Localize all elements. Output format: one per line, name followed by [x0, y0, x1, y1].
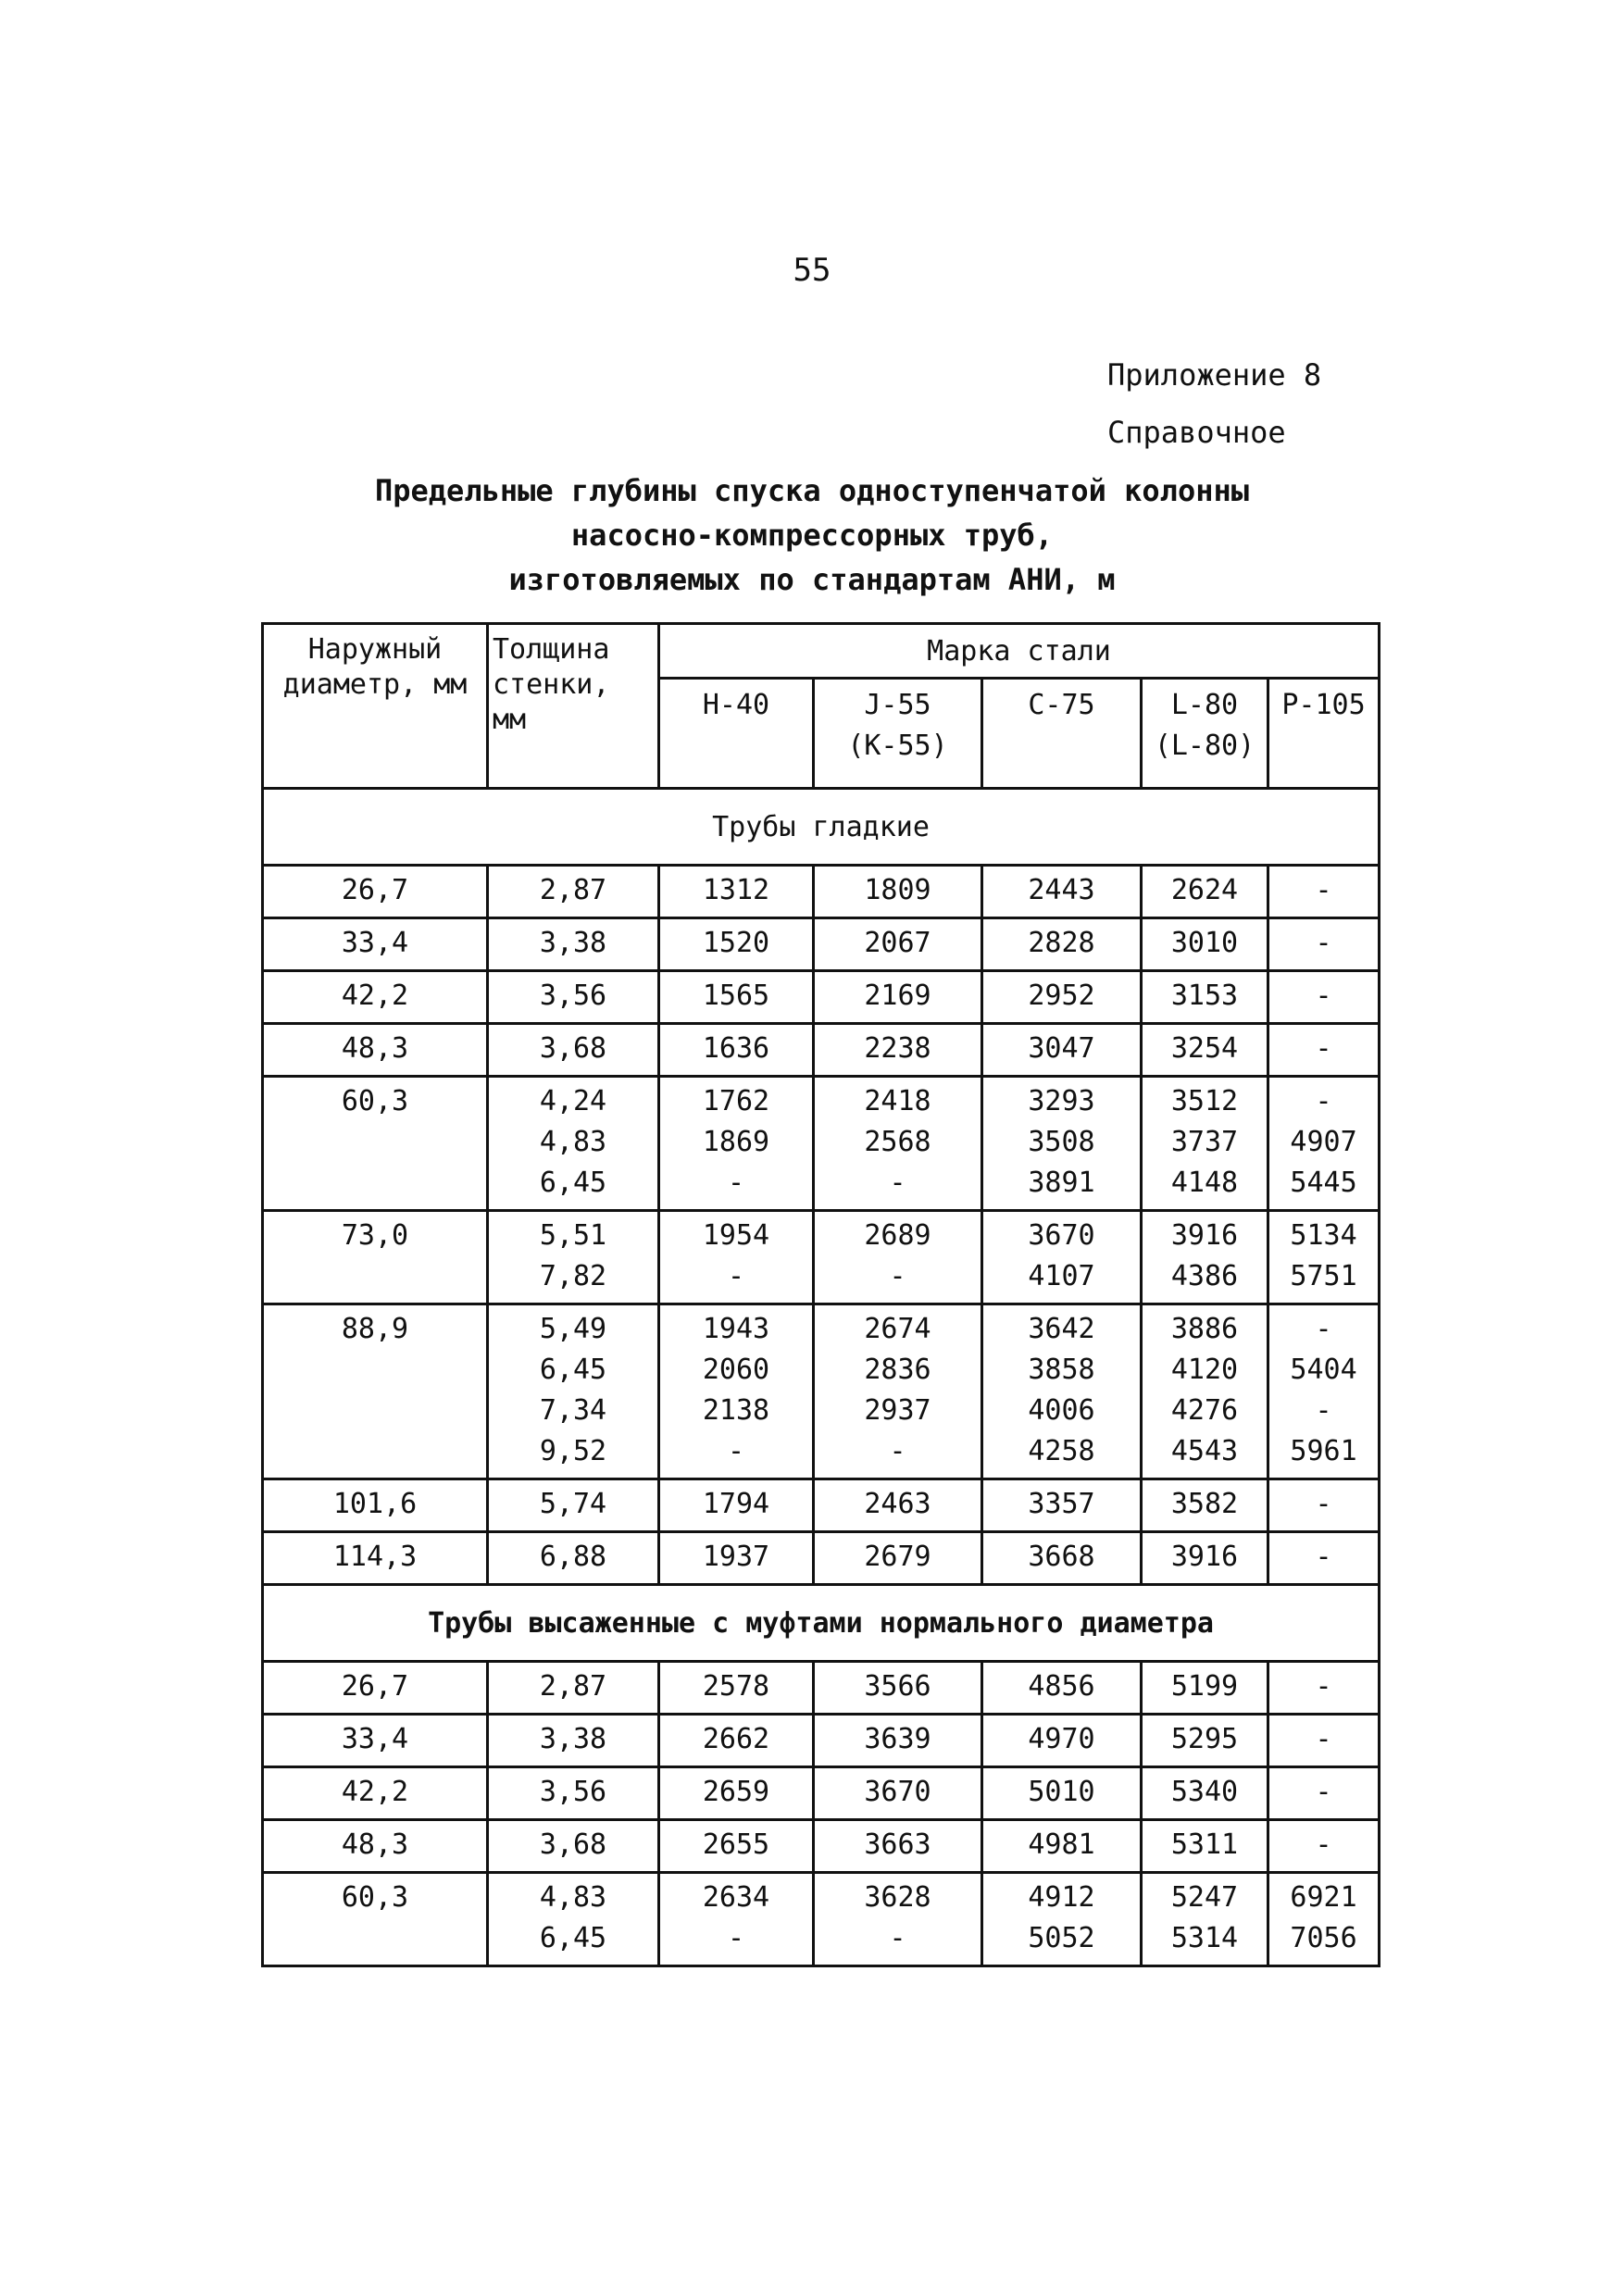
depth-cell: [814, 1820, 982, 1873]
depth-value: 3153: [1170, 980, 1239, 1012]
depth-cell: [1268, 1304, 1380, 1479]
table-row: [263, 1024, 1380, 1077]
header-grade: Н-40: [659, 679, 814, 789]
title-line: Предельные глубины спуска одноступенчатой колонны: [374, 473, 1249, 508]
wall-thickness-value: 3,56: [539, 980, 607, 1012]
depth-value: 3737: [1170, 1126, 1239, 1158]
depth-cell: [982, 1873, 1142, 1966]
depth-value: 1809: [864, 874, 931, 906]
wall-thickness-value: 5,74: [539, 1488, 607, 1520]
depth-value: 3582: [1170, 1488, 1239, 1520]
depth-value: 1869: [702, 1126, 770, 1158]
depth-value: 4912: [1028, 1881, 1095, 1914]
header-grade: С-75: [982, 679, 1142, 789]
depth-value: 3891: [1028, 1167, 1095, 1199]
depth-value: 2624: [1170, 874, 1239, 906]
depth-value: 3886: [1170, 1313, 1239, 1345]
depth-value: 1943: [702, 1313, 770, 1345]
depth-value: 5134: [1290, 1219, 1357, 1252]
depth-value: -: [889, 1167, 906, 1199]
depth-cell: [814, 1304, 982, 1479]
wall-thickness-value: 3,38: [539, 927, 607, 959]
depth-value: 5311: [1170, 1828, 1239, 1861]
wall-thickness-value: 4,83: [539, 1881, 607, 1914]
depth-cell: [659, 1820, 814, 1873]
depth-value: 1937: [702, 1541, 770, 1573]
depth-value: 3642: [1028, 1313, 1095, 1345]
depth-value: 4107: [1028, 1260, 1095, 1292]
header-steel-grade: Марка стали: [659, 624, 1380, 679]
table-row: [263, 1662, 1380, 1715]
depth-cell: [659, 1532, 814, 1585]
depth-cell: [982, 918, 1142, 971]
depth-value: 4907: [1290, 1126, 1357, 1158]
depth-value: 5340: [1170, 1776, 1239, 1808]
depth-cell: [659, 971, 814, 1024]
appendix-label: Приложение 8: [1107, 357, 1322, 393]
title-line: насосно-компрессорных труб,: [570, 518, 1054, 553]
depth-cell: [659, 866, 814, 918]
table-row: [263, 1479, 1380, 1532]
wall-thickness-value: 6,45: [539, 1354, 607, 1386]
depth-value: -: [1315, 1723, 1332, 1755]
header-outer-diameter: Наружный диаметр, мм: [263, 624, 488, 789]
depth-cell: [659, 1024, 814, 1077]
depth-value: 4981: [1028, 1828, 1095, 1861]
depth-cell: [814, 1077, 982, 1211]
depth-value: -: [727, 1260, 745, 1292]
depth-cell: [1142, 1820, 1268, 1873]
wall-thickness-value: 2,87: [539, 1670, 607, 1703]
wall-thickness-cell: [488, 918, 659, 971]
depth-value: 5010: [1028, 1776, 1095, 1808]
wall-thickness-value: 2,87: [539, 874, 607, 906]
depth-value: 2836: [864, 1354, 931, 1386]
depth-cell: [982, 1662, 1142, 1715]
depth-value: 3508: [1028, 1126, 1095, 1158]
table-row: [263, 1767, 1380, 1820]
depth-value: 2634: [702, 1881, 770, 1914]
depth-value: 3670: [1028, 1219, 1095, 1252]
wall-thickness-value: 4,24: [539, 1085, 607, 1117]
outer-diameter-cell: 42,2: [263, 1767, 488, 1820]
depth-value: 5404: [1290, 1354, 1357, 1386]
depth-value: -: [727, 1922, 745, 1954]
depth-value: 3357: [1028, 1488, 1095, 1520]
depth-value: 3916: [1170, 1219, 1239, 1252]
depth-value: 2238: [864, 1032, 931, 1065]
depth-table: [261, 622, 1380, 1967]
depth-cell: [1268, 866, 1380, 918]
depth-cell: [1142, 1662, 1268, 1715]
table-row: [263, 971, 1380, 1024]
depth-cell: [1268, 1024, 1380, 1077]
depth-value: 3047: [1028, 1032, 1095, 1065]
outer-diameter-cell: 48,3: [263, 1024, 488, 1077]
depth-value: 3566: [864, 1670, 931, 1703]
depth-cell: [659, 1211, 814, 1304]
depth-value: -: [1315, 980, 1332, 1012]
outer-diameter-cell: 26,7: [263, 866, 488, 918]
depth-cell: [1142, 1532, 1268, 1585]
depth-cell: [1268, 1662, 1380, 1715]
depth-cell: [982, 866, 1142, 918]
table-row: [263, 1211, 1380, 1304]
depth-cell: [1268, 918, 1380, 971]
depth-cell: [814, 971, 982, 1024]
depth-value: 3639: [864, 1723, 931, 1755]
depth-value: 3293: [1028, 1085, 1095, 1117]
depth-value: 5751: [1290, 1260, 1357, 1292]
depth-cell: [982, 1767, 1142, 1820]
table-row: [263, 1873, 1380, 1966]
depth-value: 3512: [1170, 1085, 1239, 1117]
depth-cell: [1268, 1873, 1380, 1966]
depth-cell: [1142, 1024, 1268, 1077]
table-row: [263, 1715, 1380, 1767]
depth-cell: [1268, 1820, 1380, 1873]
depth-value: 2674: [864, 1313, 931, 1345]
depth-value: -: [1315, 1394, 1332, 1427]
depth-cell: [814, 918, 982, 971]
depth-cell: [814, 1479, 982, 1532]
depth-cell: [1142, 1715, 1268, 1767]
depth-value: 2138: [702, 1394, 770, 1427]
depth-value: -: [727, 1435, 745, 1467]
wall-thickness-cell: [488, 1873, 659, 1966]
depth-cell: [1268, 971, 1380, 1024]
depth-value: -: [1315, 927, 1332, 959]
depth-value: -: [1315, 1085, 1332, 1117]
depth-value: 3254: [1170, 1032, 1239, 1065]
table-row: [263, 1820, 1380, 1873]
depth-value: 5961: [1290, 1435, 1357, 1467]
depth-cell: [982, 1304, 1142, 1479]
depth-cell: [1268, 1767, 1380, 1820]
wall-thickness-value: 6,45: [539, 1922, 607, 1954]
depth-value: -: [1315, 874, 1332, 906]
depth-cell: [982, 1820, 1142, 1873]
depth-value: 2568: [864, 1126, 931, 1158]
wall-thickness-value: 3,68: [539, 1828, 607, 1861]
depth-value: 4148: [1170, 1167, 1239, 1199]
section-row: [263, 789, 1380, 866]
depth-value: 4386: [1170, 1260, 1239, 1292]
table-row: [263, 1304, 1380, 1479]
wall-thickness-cell: [488, 1479, 659, 1532]
depth-cell: [814, 1662, 982, 1715]
wall-thickness-value: 5,51: [539, 1219, 607, 1252]
depth-cell: [982, 1077, 1142, 1211]
wall-thickness-cell: [488, 1767, 659, 1820]
outer-diameter-cell: 33,4: [263, 1715, 488, 1767]
wall-thickness-cell: [488, 1211, 659, 1304]
depth-cell: [1268, 1715, 1380, 1767]
depth-value: 2418: [864, 1085, 931, 1117]
depth-value: 5445: [1290, 1167, 1357, 1199]
depth-cell: [659, 1662, 814, 1715]
depth-value: -: [1315, 1828, 1332, 1861]
depth-value: 2067: [864, 927, 931, 959]
depth-cell: [1142, 1873, 1268, 1966]
depth-cell: [1142, 1077, 1268, 1211]
depth-value: -: [727, 1167, 745, 1199]
depth-cell: [1268, 1479, 1380, 1532]
depth-value: 1312: [702, 874, 770, 906]
wall-thickness-value: 4,83: [539, 1126, 607, 1158]
depth-value: 2689: [864, 1219, 931, 1252]
table-row: [263, 866, 1380, 918]
depth-cell: [982, 971, 1142, 1024]
depth-value: 3010: [1170, 927, 1239, 959]
depth-value: 3668: [1028, 1541, 1095, 1573]
depth-value: 4120: [1170, 1354, 1239, 1386]
table-row: [263, 918, 1380, 971]
outer-diameter-cell: 48,3: [263, 1820, 488, 1873]
depth-value: 1636: [702, 1032, 770, 1065]
outer-diameter-cell: 114,3: [263, 1532, 488, 1585]
depth-cell: [982, 1479, 1142, 1532]
depth-cell: [1142, 1767, 1268, 1820]
depth-value: 5052: [1028, 1922, 1095, 1954]
wall-thickness-value: 6,45: [539, 1167, 607, 1199]
outer-diameter-cell: 88,9: [263, 1304, 488, 1479]
depth-cell: [1142, 1211, 1268, 1304]
depth-value: -: [1315, 1032, 1332, 1065]
wall-thickness-cell: [488, 971, 659, 1024]
depth-cell: [1142, 1304, 1268, 1479]
depth-cell: [814, 1767, 982, 1820]
outer-diameter-cell: 42,2: [263, 971, 488, 1024]
depth-value: 1565: [702, 980, 770, 1012]
depth-value: 1954: [702, 1219, 770, 1252]
depth-value: 2952: [1028, 980, 1095, 1012]
depth-cell: [814, 866, 982, 918]
depth-cell: [982, 1024, 1142, 1077]
depth-value: 2169: [864, 980, 931, 1012]
depth-cell: [982, 1715, 1142, 1767]
depth-value: 4006: [1028, 1394, 1095, 1427]
header-grade: J-55 (К-55): [814, 679, 982, 789]
wall-thickness-value: 7,82: [539, 1260, 607, 1292]
wall-thickness-value: 3,68: [539, 1032, 607, 1065]
depth-value: 2659: [702, 1776, 770, 1808]
depth-value: -: [1315, 1670, 1332, 1703]
depth-value: 2443: [1028, 874, 1095, 906]
outer-diameter-cell: 60,3: [263, 1873, 488, 1966]
title-line: изготовляемых по стандартам АНИ, м: [508, 562, 1116, 597]
depth-cell: [814, 1532, 982, 1585]
wall-thickness-cell: [488, 1715, 659, 1767]
wall-thickness-cell: [488, 1024, 659, 1077]
depth-value: 2463: [864, 1488, 931, 1520]
depth-value: 3858: [1028, 1354, 1095, 1386]
page-number: 55: [793, 252, 831, 289]
depth-cell: [659, 1715, 814, 1767]
depth-value: 1520: [702, 927, 770, 959]
wall-thickness-value: 9,52: [539, 1435, 607, 1467]
depth-cell: [982, 1532, 1142, 1585]
wall-thickness-cell: [488, 1304, 659, 1479]
depth-cell: [814, 1873, 982, 1966]
depth-cell: [659, 1304, 814, 1479]
depth-value: -: [889, 1260, 906, 1292]
outer-diameter-cell: 60,3: [263, 1077, 488, 1211]
depth-value: 7056: [1290, 1922, 1357, 1954]
depth-value: 4970: [1028, 1723, 1095, 1755]
depth-cell: [1142, 866, 1268, 918]
depth-cell: [659, 1479, 814, 1532]
depth-cell: [1142, 1479, 1268, 1532]
depth-cell: [1142, 971, 1268, 1024]
depth-cell: [982, 1211, 1142, 1304]
depth-value: 1794: [702, 1488, 770, 1520]
depth-value: 2655: [702, 1828, 770, 1861]
depth-value: 4276: [1170, 1394, 1239, 1427]
depth-value: 5314: [1170, 1922, 1239, 1954]
depth-value: 2578: [702, 1670, 770, 1703]
header-wall-thickness: Толщина стенки, мм: [488, 624, 659, 789]
depth-cell: [1268, 1211, 1380, 1304]
depth-value: 3670: [864, 1776, 931, 1808]
wall-thickness-value: 3,56: [539, 1776, 607, 1808]
outer-diameter-cell: 73,0: [263, 1211, 488, 1304]
wall-thickness-cell: [488, 1532, 659, 1585]
depth-cell: [1142, 918, 1268, 971]
header-grade: Р-105: [1268, 679, 1380, 789]
table-row: [263, 1077, 1380, 1211]
depth-value: -: [1315, 1776, 1332, 1808]
depth-cell: [814, 1211, 982, 1304]
document-title: [0, 468, 1624, 602]
depth-cell: [659, 1767, 814, 1820]
depth-value: 2937: [864, 1394, 931, 1427]
depth-value: 5247: [1170, 1881, 1239, 1914]
depth-value: 3916: [1170, 1541, 1239, 1573]
depth-cell: [659, 918, 814, 971]
section-title: Трубы высаженные с муфтами нормального диаметра: [263, 1585, 1380, 1662]
depth-value: 3628: [864, 1881, 931, 1914]
wall-thickness-cell: [488, 866, 659, 918]
depth-value: 2828: [1028, 927, 1095, 959]
depth-cell: [659, 1873, 814, 1966]
header-grade: L-80 (L-80): [1142, 679, 1268, 789]
depth-value: -: [889, 1922, 906, 1954]
depth-cell: [1268, 1532, 1380, 1585]
depth-value: 2060: [702, 1354, 770, 1386]
depth-cell: [814, 1715, 982, 1767]
depth-cell: [1268, 1077, 1380, 1211]
outer-diameter-cell: 33,4: [263, 918, 488, 971]
depth-value: 2662: [702, 1723, 770, 1755]
appendix-type-label: Справочное: [1107, 415, 1286, 450]
depth-value: 5295: [1170, 1723, 1239, 1755]
depth-value: -: [889, 1435, 906, 1467]
depth-value: 4856: [1028, 1670, 1095, 1703]
outer-diameter-cell: 26,7: [263, 1662, 488, 1715]
table-body: [263, 789, 1380, 1966]
depth-value: -: [1315, 1313, 1332, 1345]
depth-value: 2679: [864, 1541, 931, 1573]
depth-value: 3663: [864, 1828, 931, 1861]
wall-thickness-value: 7,34: [539, 1394, 607, 1427]
wall-thickness-value: 5,49: [539, 1313, 607, 1345]
depth-value: -: [1315, 1488, 1332, 1520]
depth-value: -: [1315, 1541, 1332, 1573]
wall-thickness-cell: [488, 1820, 659, 1873]
wall-thickness-cell: [488, 1077, 659, 1211]
depth-value: 5199: [1170, 1670, 1239, 1703]
depth-value: 4258: [1028, 1435, 1095, 1467]
outer-diameter-cell: 101,6: [263, 1479, 488, 1532]
wall-thickness-value: 3,38: [539, 1723, 607, 1755]
section-title: Трубы гладкие: [263, 789, 1380, 866]
wall-thickness-cell: [488, 1662, 659, 1715]
section-row: [263, 1585, 1380, 1662]
depth-cell: [659, 1077, 814, 1211]
depth-value: 1762: [702, 1085, 770, 1117]
depth-value: 6921: [1290, 1881, 1357, 1914]
depth-cell: [814, 1024, 982, 1077]
depth-value: 4543: [1170, 1435, 1239, 1467]
table-row: [263, 1532, 1380, 1585]
wall-thickness-value: 6,88: [539, 1541, 607, 1573]
